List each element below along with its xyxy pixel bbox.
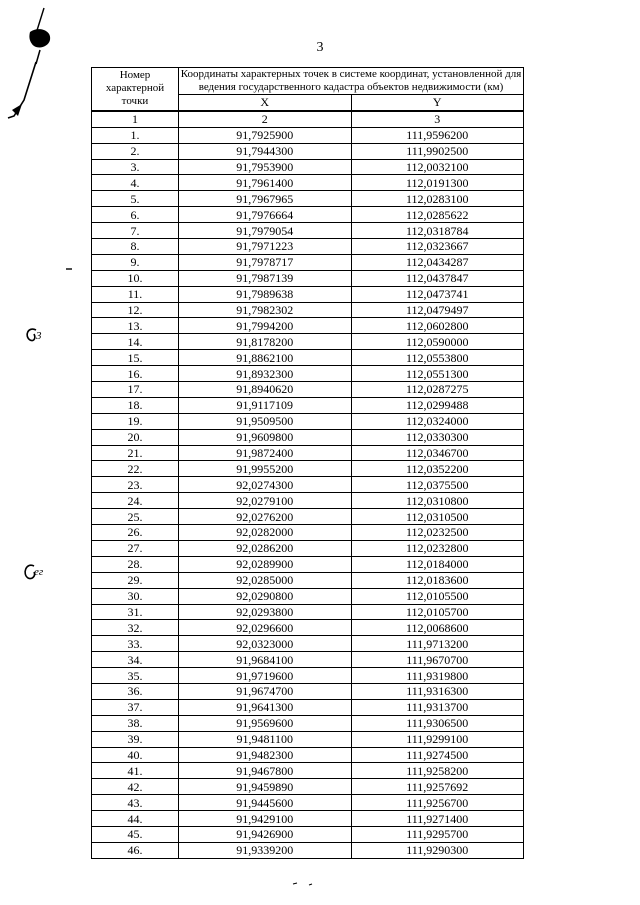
x-coordinate-cell: 91,8862100 [179, 350, 352, 366]
point-number-cell: 7. [92, 223, 179, 239]
table-row [92, 159, 524, 175]
x-coordinate-cell: 92,0274300 [179, 477, 352, 493]
point-number-cell: 23. [92, 477, 179, 493]
column-number-3: 3 [351, 111, 524, 127]
point-number-cell: 11. [92, 286, 179, 302]
header-coordinates: Координаты характерных точек в системе координат, установленной для ведения государственного кадастра объектов недвижимости (км) [179, 68, 524, 95]
table-row [92, 382, 524, 398]
point-number-cell: 30. [92, 588, 179, 604]
y-coordinate-cell: 111,9670700 [351, 652, 524, 668]
y-coordinate-cell: 112,0318784 [351, 223, 524, 239]
point-number-cell: 24. [92, 493, 179, 509]
point-number-cell: 9. [92, 254, 179, 270]
table-row [92, 334, 524, 350]
y-coordinate-cell: 111,9257692 [351, 779, 524, 795]
point-number-cell: 4. [92, 175, 179, 191]
x-coordinate-cell: 91,9641300 [179, 699, 352, 715]
x-coordinate-cell: 91,9684100 [179, 652, 352, 668]
x-coordinate-cell: 91,9117109 [179, 397, 352, 413]
point-number-cell: 15. [92, 350, 179, 366]
table-row [92, 779, 524, 795]
y-coordinate-cell: 112,0553800 [351, 350, 524, 366]
y-coordinate-cell: 112,0375500 [351, 477, 524, 493]
table-row [92, 763, 524, 779]
point-number-cell: 40. [92, 747, 179, 763]
point-number-cell: 33. [92, 636, 179, 652]
x-coordinate-cell: 92,0286200 [179, 540, 352, 556]
y-coordinate-cell: 112,0330300 [351, 429, 524, 445]
point-number-cell: 35. [92, 668, 179, 684]
x-coordinate-cell: 92,0276200 [179, 509, 352, 525]
x-coordinate-cell: 91,9426900 [179, 826, 352, 842]
y-coordinate-cell: 112,0352200 [351, 461, 524, 477]
x-coordinate-cell: 91,8178200 [179, 334, 352, 350]
y-coordinate-cell: 111,9316300 [351, 683, 524, 699]
x-coordinate-cell: 91,9482300 [179, 747, 352, 763]
table-row [92, 286, 524, 302]
x-coordinate-cell: 91,9509500 [179, 413, 352, 429]
point-number-cell: 29. [92, 572, 179, 588]
y-coordinate-cell: 112,0105700 [351, 604, 524, 620]
x-coordinate-cell: 91,9339200 [179, 842, 352, 858]
x-coordinate-cell: 91,9609800 [179, 429, 352, 445]
y-coordinate-cell: 112,0310500 [351, 509, 524, 525]
y-coordinate-cell: 112,0479497 [351, 302, 524, 318]
point-number-cell: 44. [92, 811, 179, 827]
y-coordinate-cell: 111,9713200 [351, 636, 524, 652]
point-number-cell: 32. [92, 620, 179, 636]
point-number-cell: 31. [92, 604, 179, 620]
x-coordinate-cell: 91,7994200 [179, 318, 352, 334]
table-row [92, 699, 524, 715]
table-row [92, 191, 524, 207]
table-row [92, 525, 524, 541]
table-body [92, 127, 524, 858]
y-coordinate-cell: 112,0105500 [351, 588, 524, 604]
point-number-cell: 10. [92, 270, 179, 286]
y-coordinate-cell: 112,0068600 [351, 620, 524, 636]
point-number-cell: 18. [92, 397, 179, 413]
bottom-dots [289, 878, 319, 888]
point-number-cell: 21. [92, 445, 179, 461]
y-coordinate-cell: 111,9290300 [351, 842, 524, 858]
x-coordinate-cell: 92,0285000 [179, 572, 352, 588]
x-coordinate-cell: 91,7953900 [179, 159, 352, 175]
table-row [92, 445, 524, 461]
point-number-cell: 28. [92, 556, 179, 572]
table-row [92, 747, 524, 763]
y-coordinate-cell: 112,0323667 [351, 239, 524, 255]
header-y: Y [351, 95, 524, 111]
point-number-cell: 25. [92, 509, 179, 525]
point-number-cell: 34. [92, 652, 179, 668]
y-coordinate-cell: 112,0473741 [351, 286, 524, 302]
x-coordinate-cell: 91,7989638 [179, 286, 352, 302]
y-coordinate-cell: 112,0434287 [351, 254, 524, 270]
table-row [92, 175, 524, 191]
table-row [92, 826, 524, 842]
x-coordinate-cell: 92,0289900 [179, 556, 352, 572]
column-number-2: 2 [179, 111, 352, 127]
table-row [92, 715, 524, 731]
table-row [92, 811, 524, 827]
x-coordinate-cell: 92,0323000 [179, 636, 352, 652]
point-number-cell: 26. [92, 525, 179, 541]
table-row [92, 493, 524, 509]
x-coordinate-cell: 91,7978717 [179, 254, 352, 270]
y-coordinate-cell: 112,0032100 [351, 159, 524, 175]
point-number-cell: 45. [92, 826, 179, 842]
header-point-number: Номер характерной точки [92, 68, 179, 111]
table-row [92, 397, 524, 413]
point-number-cell: 14. [92, 334, 179, 350]
x-coordinate-cell: 91,7925900 [179, 127, 352, 143]
y-coordinate-cell: 112,0310800 [351, 493, 524, 509]
table-row [92, 366, 524, 382]
table-row [92, 127, 524, 143]
point-number-cell: 39. [92, 731, 179, 747]
y-coordinate-cell: 111,9319800 [351, 668, 524, 684]
point-number-cell: 8. [92, 239, 179, 255]
y-coordinate-cell: 112,0283100 [351, 191, 524, 207]
table-row [92, 413, 524, 429]
x-coordinate-cell: 91,9459890 [179, 779, 352, 795]
x-coordinate-cell: 91,7967965 [179, 191, 352, 207]
x-coordinate-cell: 91,9569600 [179, 715, 352, 731]
point-number-cell: 17. [92, 382, 179, 398]
margin-signature-marks [0, 0, 90, 905]
point-number-cell: 38. [92, 715, 179, 731]
table-row [92, 429, 524, 445]
table-row [92, 477, 524, 493]
coordinates-table [91, 67, 524, 859]
point-number-cell: 42. [92, 779, 179, 795]
table-row [92, 270, 524, 286]
y-coordinate-cell: 112,0232500 [351, 525, 524, 541]
y-coordinate-cell: 111,9299100 [351, 731, 524, 747]
y-coordinate-cell: 111,9596200 [351, 127, 524, 143]
table-row [92, 588, 524, 604]
point-number-cell: 37. [92, 699, 179, 715]
x-coordinate-cell: 91,9445600 [179, 795, 352, 811]
point-number-cell: 1. [92, 127, 179, 143]
point-number-cell: 43. [92, 795, 179, 811]
point-number-cell: 41. [92, 763, 179, 779]
margin-note: ег [34, 566, 44, 578]
table-row [92, 795, 524, 811]
table-row [92, 143, 524, 159]
table-row [92, 556, 524, 572]
x-coordinate-cell: 91,9872400 [179, 445, 352, 461]
table-row [92, 350, 524, 366]
table-row [92, 207, 524, 223]
x-coordinate-cell: 91,7982302 [179, 302, 352, 318]
point-number-cell: 22. [92, 461, 179, 477]
y-coordinate-cell: 112,0184000 [351, 556, 524, 572]
point-number-cell: 36. [92, 683, 179, 699]
table-row [92, 239, 524, 255]
y-coordinate-cell: 112,0191300 [351, 175, 524, 191]
x-coordinate-cell: 91,7976664 [179, 207, 352, 223]
x-coordinate-cell: 91,9674700 [179, 683, 352, 699]
y-coordinate-cell: 112,0551300 [351, 366, 524, 382]
point-number-cell: 16. [92, 366, 179, 382]
table-row [92, 842, 524, 858]
y-coordinate-cell: 112,0602800 [351, 318, 524, 334]
y-coordinate-cell: 112,0437847 [351, 270, 524, 286]
x-coordinate-cell: 92,0290800 [179, 588, 352, 604]
table-row [92, 652, 524, 668]
point-number-cell: 5. [92, 191, 179, 207]
point-number-cell: 20. [92, 429, 179, 445]
x-coordinate-cell: 91,7961400 [179, 175, 352, 191]
table-row [92, 540, 524, 556]
y-coordinate-cell: 112,0590000 [351, 334, 524, 350]
y-coordinate-cell: 112,0299488 [351, 397, 524, 413]
margin-note: 3 [36, 330, 42, 342]
table-row [92, 731, 524, 747]
x-coordinate-cell: 92,0282000 [179, 525, 352, 541]
table-row [92, 668, 524, 684]
x-coordinate-cell: 91,7979054 [179, 223, 352, 239]
y-coordinate-cell: 112,0287275 [351, 382, 524, 398]
header-x: X [179, 95, 352, 111]
table-row [92, 683, 524, 699]
y-coordinate-cell: 111,9274500 [351, 747, 524, 763]
point-number-cell: 19. [92, 413, 179, 429]
table-row [92, 620, 524, 636]
point-number-cell: 13. [92, 318, 179, 334]
y-coordinate-cell: 112,0285622 [351, 207, 524, 223]
table-row [92, 604, 524, 620]
y-coordinate-cell: 111,9306500 [351, 715, 524, 731]
x-coordinate-cell: 91,9429100 [179, 811, 352, 827]
table-row [92, 509, 524, 525]
point-number-cell: 27. [92, 540, 179, 556]
point-number-cell: 46. [92, 842, 179, 858]
table-row [92, 636, 524, 652]
y-coordinate-cell: 112,0346700 [351, 445, 524, 461]
point-number-cell: 3. [92, 159, 179, 175]
x-coordinate-cell: 91,9719600 [179, 668, 352, 684]
page-number: 3 [316, 40, 324, 55]
x-coordinate-cell: 91,7971223 [179, 239, 352, 255]
y-coordinate-cell: 111,9295700 [351, 826, 524, 842]
y-coordinate-cell: 112,0232800 [351, 540, 524, 556]
x-coordinate-cell: 91,9467800 [179, 763, 352, 779]
x-coordinate-cell: 91,8932300 [179, 366, 352, 382]
table-row [92, 318, 524, 334]
x-coordinate-cell: 91,9481100 [179, 731, 352, 747]
x-coordinate-cell: 92,0279100 [179, 493, 352, 509]
table-row [92, 572, 524, 588]
x-coordinate-cell: 91,7944300 [179, 143, 352, 159]
x-coordinate-cell: 92,0293800 [179, 604, 352, 620]
x-coordinate-cell: 91,8940620 [179, 382, 352, 398]
y-coordinate-cell: 111,9256700 [351, 795, 524, 811]
table-row [92, 254, 524, 270]
y-coordinate-cell: 111,9258200 [351, 763, 524, 779]
x-coordinate-cell: 91,9955200 [179, 461, 352, 477]
point-number-cell: 12. [92, 302, 179, 318]
column-number-1: 1 [92, 111, 179, 127]
y-coordinate-cell: 112,0183600 [351, 572, 524, 588]
table-row [92, 302, 524, 318]
x-coordinate-cell: 92,0296600 [179, 620, 352, 636]
y-coordinate-cell: 111,9271400 [351, 811, 524, 827]
table-row [92, 223, 524, 239]
y-coordinate-cell: 111,9902500 [351, 143, 524, 159]
y-coordinate-cell: 112,0324000 [351, 413, 524, 429]
y-coordinate-cell: 111,9313700 [351, 699, 524, 715]
x-coordinate-cell: 91,7987139 [179, 270, 352, 286]
table-row [92, 461, 524, 477]
point-number-cell: 6. [92, 207, 179, 223]
point-number-cell: 2. [92, 143, 179, 159]
